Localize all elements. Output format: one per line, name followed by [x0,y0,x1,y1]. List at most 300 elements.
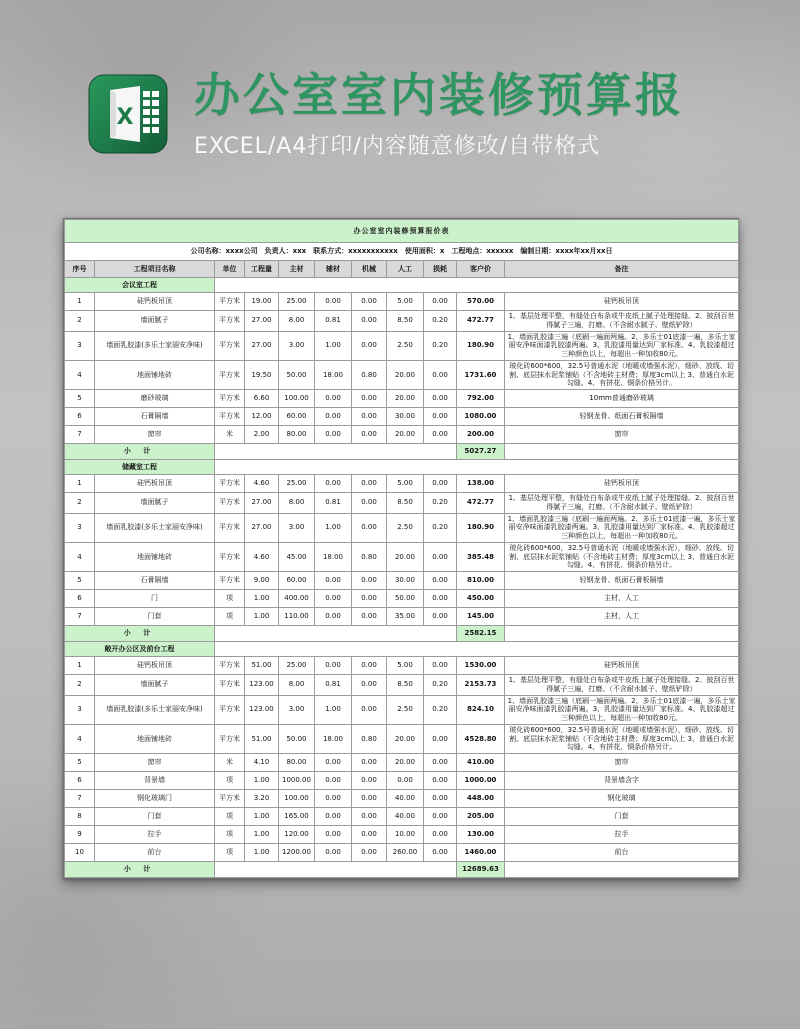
cell-labor: 2.50 [387,695,424,724]
cell-customer-price: 138.00 [457,475,505,493]
section-name: 敞开办公区及前台工程 [65,642,215,657]
cell-labor: 20.00 [387,754,424,772]
cell-machine: 0.00 [352,608,387,626]
cell-labor: 5.00 [387,657,424,675]
cell-no: 5 [65,572,95,590]
cell-qty: 1.00 [245,844,279,862]
cell-qty: 51.00 [245,724,279,753]
cell-unit: 平方米 [215,657,245,675]
cell-loss: 0.00 [424,826,457,844]
cell-unit: 平方米 [215,542,245,571]
cell-customer-price: 200.00 [457,426,505,444]
cell-unit: 平方米 [215,293,245,311]
cell-remark: 1、墙面乳胶漆三遍（底刷一遍面两遍。2、多乐士01底漆一遍，多乐士家丽安净味面漆乳胶漆两遍。3、乳胶漆用量达到厂家标准。4、乳胶漆超过三种颜色以上，每超出一种加收80元。 [505,331,739,360]
cell-name: 地面铺地砖 [95,542,215,571]
cell-unit: 项 [215,772,245,790]
cell-loss: 0.20 [424,695,457,724]
cell-loss: 0.00 [424,790,457,808]
cell-name: 墙面腻子 [95,311,215,332]
cell-loss: 0.00 [424,475,457,493]
cell-machine: 0.00 [352,390,387,408]
cell-unit: 平方米 [215,408,245,426]
cell-name: 墙面乳胶漆(多乐士家丽安净味) [95,695,215,724]
cell-no: 4 [65,360,95,389]
cell-loss: 0.00 [424,390,457,408]
cell-labor: 8.50 [387,311,424,332]
cell-remark: 轻钢龙骨、纸面石膏板隔墙 [505,408,739,426]
cell-customer-price: 1460.00 [457,844,505,862]
cell-qty: 1.00 [245,608,279,626]
cell-machine: 0.00 [352,331,387,360]
cell-labor: 20.00 [387,724,424,753]
cell-remark: 1、墙面乳胶漆三遍（底刷一遍面两遍。2、多乐士01底漆一遍，多乐士家丽安净味面漆乳胶漆两遍。3、乳胶漆用量达到厂家标准。4、乳胶漆超过三种颜色以上，每超出一种加收80元。 [505,513,739,542]
data-row [65,293,739,311]
cell-no: 10 [65,844,95,862]
cell-aux-material: 0.00 [315,572,352,590]
cell-loss: 0.00 [424,808,457,826]
cell-machine: 0.00 [352,844,387,862]
cell-customer-price: 448.00 [457,790,505,808]
cell-qty: 3.20 [245,790,279,808]
cell-labor: 30.00 [387,408,424,426]
cell-machine: 0.00 [352,475,387,493]
cell-loss: 0.20 [424,493,457,514]
cell-qty: 1.00 [245,590,279,608]
info-row [65,243,739,261]
cell-remark: 玻化砖600*600，32.5号普通水泥（地暖或墙强水泥），细砂、放线、切割、底层抹水泥浆铺贴（不含地砖主材费；厚度3cm以上 3、普通白水泥勾缝。4、有拼花、铜条价格另计。 [505,724,739,753]
cell-loss: 0.20 [424,675,457,696]
cell-no: 3 [65,513,95,542]
cell-main-material: 60.00 [279,572,315,590]
column-header: 客户价 [457,261,505,278]
cell-qty: 1.00 [245,772,279,790]
cell-aux-material: 1.00 [315,513,352,542]
data-row [65,826,739,844]
cell-unit: 平方米 [215,311,245,332]
cell-unit: 项 [215,608,245,626]
cell-customer-price: 810.00 [457,572,505,590]
cell-remark: 门套 [505,808,739,826]
section-filler [215,642,739,657]
data-row [65,390,739,408]
cell-labor: 260.00 [387,844,424,862]
data-row [65,513,739,542]
data-row [65,790,739,808]
cell-qty: 19.50 [245,360,279,389]
cell-customer-price: 1000.00 [457,772,505,790]
cell-labor: 35.00 [387,608,424,626]
cell-labor: 20.00 [387,390,424,408]
cell-main-material: 165.00 [279,808,315,826]
cell-name: 石膏隔墙 [95,572,215,590]
cell-main-material: 120.00 [279,826,315,844]
budget-table [64,219,739,878]
cell-main-material: 80.00 [279,426,315,444]
cell-name: 硅钙板吊顶 [95,475,215,493]
cell-labor: 8.50 [387,675,424,696]
cell-customer-price: 570.00 [457,293,505,311]
cell-aux-material: 0.00 [315,475,352,493]
cell-remark: 主材，人工 [505,608,739,626]
cell-aux-material: 0.81 [315,493,352,514]
cell-qty: 4.60 [245,542,279,571]
data-row [65,542,739,571]
cell-machine: 0.80 [352,360,387,389]
cell-qty: 4.10 [245,754,279,772]
cell-qty: 1.00 [245,808,279,826]
cell-aux-material: 1.00 [315,331,352,360]
cell-labor: 30.00 [387,572,424,590]
section-filler [215,460,739,475]
cell-main-material: 8.00 [279,675,315,696]
cell-name: 地面铺地砖 [95,724,215,753]
data-row [65,608,739,626]
cell-machine: 0.00 [352,826,387,844]
cell-loss: 0.00 [424,360,457,389]
data-row [65,360,739,389]
cell-main-material: 50.00 [279,360,315,389]
cell-no: 1 [65,657,95,675]
table-title-row [65,220,739,243]
cell-customer-price: 205.00 [457,808,505,826]
cell-qty: 27.00 [245,331,279,360]
cell-labor: 20.00 [387,426,424,444]
cell-labor: 0.00 [387,772,424,790]
column-header: 备注 [505,261,739,278]
cell-machine: 0.80 [352,542,387,571]
subtotal-remark [505,444,739,460]
excel-icon [88,74,168,154]
data-row [65,572,739,590]
cell-main-material: 50.00 [279,724,315,753]
subtotal-filler [215,626,457,642]
cell-customer-price: 180.90 [457,513,505,542]
cell-main-material: 400.00 [279,590,315,608]
cell-unit: 平方米 [215,695,245,724]
cell-loss: 0.00 [424,608,457,626]
data-row [65,844,739,862]
cell-aux-material: 0.00 [315,293,352,311]
subtotal-remark [505,862,739,878]
cell-machine: 0.00 [352,657,387,675]
cell-qty: 19.00 [245,293,279,311]
subtotal-filler [215,862,457,878]
cell-machine: 0.00 [352,754,387,772]
cell-unit: 项 [215,826,245,844]
cell-qty: 1.00 [245,826,279,844]
cell-qty: 123.00 [245,695,279,724]
cell-unit: 平方米 [215,475,245,493]
app-header [88,70,684,160]
cell-machine: 0.00 [352,408,387,426]
cell-main-material: 25.00 [279,657,315,675]
cell-no: 9 [65,826,95,844]
column-header: 序号 [65,261,95,278]
cell-qty: 123.00 [245,675,279,696]
cell-machine: 0.80 [352,724,387,753]
column-header: 工程项目名称 [95,261,215,278]
subtotal-filler [215,444,457,460]
cell-no: 3 [65,331,95,360]
section-filler [215,278,739,293]
cell-aux-material: 0.00 [315,790,352,808]
cell-customer-price: 450.00 [457,590,505,608]
subtotal-row [65,444,739,460]
cell-no: 6 [65,408,95,426]
data-row [65,331,739,360]
cell-unit: 项 [215,844,245,862]
cell-no: 7 [65,426,95,444]
cell-unit: 米 [215,426,245,444]
cell-name: 门套 [95,808,215,826]
cell-qty: 4.60 [245,475,279,493]
sheet-card [63,218,739,879]
cell-machine: 0.00 [352,695,387,724]
data-row [65,426,739,444]
cell-main-material: 110.00 [279,608,315,626]
cell-customer-price: 4528.80 [457,724,505,753]
cell-loss: 0.20 [424,331,457,360]
cell-name: 磨砂玻璃 [95,390,215,408]
cell-aux-material: 0.00 [315,408,352,426]
cell-unit: 平方米 [215,675,245,696]
cell-aux-material: 0.00 [315,608,352,626]
data-row [65,675,739,696]
cell-name: 硅钙板吊顶 [95,293,215,311]
cell-machine: 0.00 [352,293,387,311]
cell-customer-price: 1731.60 [457,360,505,389]
cell-customer-price: 180.90 [457,331,505,360]
cell-name: 窗帘 [95,426,215,444]
section-header-row [65,642,739,657]
subtotal-row [65,862,739,878]
cell-remark: 轻钢龙骨、纸面石膏板隔墙 [505,572,739,590]
cell-machine: 0.00 [352,311,387,332]
page-title: 办公室室内装修预算报 [194,68,684,122]
cell-name: 门套 [95,608,215,626]
cell-aux-material: 18.00 [315,724,352,753]
cell-loss: 0.00 [424,542,457,571]
cell-remark: 钢化玻璃 [505,790,739,808]
cell-main-material: 3.00 [279,695,315,724]
cell-labor: 40.00 [387,808,424,826]
data-row [65,475,739,493]
cell-main-material: 80.00 [279,754,315,772]
cell-loss: 0.00 [424,657,457,675]
cell-qty: 6.60 [245,390,279,408]
data-row [65,657,739,675]
column-header: 主材 [279,261,315,278]
cell-name: 背景墙 [95,772,215,790]
cell-name: 墙面乳胶漆(多乐士家丽安净味) [95,513,215,542]
cell-labor: 20.00 [387,360,424,389]
cell-aux-material: 0.00 [315,808,352,826]
cell-labor: 50.00 [387,590,424,608]
cell-customer-price: 130.00 [457,826,505,844]
cell-machine: 0.00 [352,426,387,444]
subtotal-label: 小 计 [65,626,215,642]
cell-aux-material: 18.00 [315,542,352,571]
cell-loss: 0.00 [424,426,457,444]
cell-customer-price: 2153.73 [457,675,505,696]
cell-no: 5 [65,390,95,408]
cell-remark: 背景墙含字 [505,772,739,790]
cell-name: 钢化玻璃门 [95,790,215,808]
cell-name: 墙面腻子 [95,675,215,696]
cell-unit: 米 [215,754,245,772]
cell-no: 4 [65,724,95,753]
table-title: 办公室室内装修预算报价表 [65,220,739,243]
cell-customer-price: 1080.00 [457,408,505,426]
data-row [65,695,739,724]
data-row [65,772,739,790]
cell-no: 4 [65,542,95,571]
cell-unit: 项 [215,590,245,608]
cell-name: 拉手 [95,826,215,844]
cell-remark: 玻化砖600*600，32.5号普通水泥（地暖或墙强水泥），细砂、放线、切割、底层抹水泥浆铺贴（不含地砖主材费；厚度3cm以上 3、普通白水泥勾缝。4、有拼花、铜条价格另计。 [505,360,739,389]
cell-remark: 硅钙板吊顶 [505,657,739,675]
cell-no: 5 [65,754,95,772]
cell-loss: 0.00 [424,590,457,608]
cell-no: 6 [65,590,95,608]
cell-no: 7 [65,608,95,626]
column-header: 工程量 [245,261,279,278]
cell-main-material: 100.00 [279,390,315,408]
cell-no: 2 [65,493,95,514]
cell-loss: 0.00 [424,408,457,426]
cell-loss: 0.00 [424,844,457,862]
cell-no: 8 [65,808,95,826]
cell-aux-material: 0.00 [315,826,352,844]
column-header: 单位 [215,261,245,278]
column-header: 辅材 [315,261,352,278]
cell-main-material: 100.00 [279,790,315,808]
cell-main-material: 60.00 [279,408,315,426]
cell-machine: 0.00 [352,572,387,590]
cell-qty: 12.00 [245,408,279,426]
section-name: 会议室工程 [65,278,215,293]
cell-unit: 平方米 [215,331,245,360]
cell-no: 1 [65,475,95,493]
cell-loss: 0.00 [424,572,457,590]
cell-machine: 0.00 [352,772,387,790]
cell-remark: 主材，人工 [505,590,739,608]
page-subtitle: EXCEL/A4打印/内容随意修改/自带格式 [194,133,601,159]
cell-unit: 项 [215,808,245,826]
cell-machine: 0.00 [352,808,387,826]
data-row [65,493,739,514]
cell-qty: 27.00 [245,311,279,332]
cell-aux-material: 1.00 [315,695,352,724]
cell-main-material: 25.00 [279,475,315,493]
cell-remark: 1、墙面乳胶漆三遍（底刷一遍面两遍。2、多乐士01底漆一遍，多乐士家丽安净味面漆乳胶漆两遍。3、乳胶漆用量达到厂家标准。4、乳胶漆超过三种颜色以上，每超出一种加收80元。 [505,695,739,724]
column-header: 机械 [352,261,387,278]
column-header: 人工 [387,261,424,278]
cell-labor: 2.50 [387,513,424,542]
data-row [65,408,739,426]
cell-unit: 平方米 [215,790,245,808]
data-row [65,590,739,608]
cell-loss: 0.20 [424,311,457,332]
cell-unit: 平方米 [215,493,245,514]
cell-name: 门 [95,590,215,608]
section-header-row [65,460,739,475]
cell-machine: 0.00 [352,675,387,696]
subtotal-value: 2582.15 [457,626,505,642]
section-name: 储藏室工程 [65,460,215,475]
cell-qty: 51.00 [245,657,279,675]
cell-remark: 玻化砖600*600，32.5号普通水泥（地暖或墙强水泥），细砂、放线、切割、底层抹水泥浆铺贴（不含地砖主材费；厚度3cm以上 3、普通白水泥勾缝。4、有拼花、铜条价格另计。 [505,542,739,571]
cell-loss: 0.00 [424,293,457,311]
cell-labor: 5.00 [387,475,424,493]
cell-remark: 1、基层处理平整，有缝处白布条或牛皮纸上腻子处理接缝。2、披刮百世得腻子三遍，打磨。（不含耐水腻子、壁纸铲除） [505,311,739,332]
cell-labor: 2.50 [387,331,424,360]
cell-remark: 硅钙板吊顶 [505,475,739,493]
cell-remark: 1、基层处理平整，有缝处白布条或牛皮纸上腻子处理接缝。2、披刮百世得腻子三遍，打磨。（不含耐水腻子、壁纸铲除） [505,675,739,696]
cell-aux-material: 0.00 [315,754,352,772]
cell-aux-material: 0.81 [315,675,352,696]
cell-main-material: 25.00 [279,293,315,311]
subtotal-value: 12689.63 [457,862,505,878]
cell-name: 窗帘 [95,754,215,772]
cell-no: 1 [65,293,95,311]
cell-unit: 平方米 [215,360,245,389]
cell-unit: 平方米 [215,513,245,542]
cell-labor: 40.00 [387,790,424,808]
cell-customer-price: 145.00 [457,608,505,626]
subtotal-value: 5027.27 [457,444,505,460]
cell-aux-material: 18.00 [315,360,352,389]
cell-main-material: 1000.00 [279,772,315,790]
cell-aux-material: 0.00 [315,590,352,608]
cell-main-material: 45.00 [279,542,315,571]
cell-remark: 拉手 [505,826,739,844]
cell-qty: 27.00 [245,493,279,514]
section-header-row [65,278,739,293]
cell-main-material: 3.00 [279,331,315,360]
subtotal-remark [505,626,739,642]
cell-remark: 前台 [505,844,739,862]
cell-customer-price: 410.00 [457,754,505,772]
cell-loss: 0.00 [424,724,457,753]
cell-labor: 10.00 [387,826,424,844]
cell-remark: 硅钙板吊顶 [505,293,739,311]
cell-main-material: 8.00 [279,493,315,514]
cell-name: 墙面乳胶漆(多乐士家丽安净味) [95,331,215,360]
cell-remark: 窗帘 [505,426,739,444]
cell-remark: 1、基层处理平整，有缝处白布条或牛皮纸上腻子处理接缝。2、披刮百世得腻子三遍，打磨。（不含耐水腻子、壁纸铲除） [505,493,739,514]
data-row [65,808,739,826]
cell-name: 硅钙板吊顶 [95,657,215,675]
cell-qty: 9.00 [245,572,279,590]
cell-machine: 0.00 [352,590,387,608]
cell-customer-price: 472.77 [457,311,505,332]
info-text: 公司名称：xxxx公司 负责人：xxx 联系方式：xxxxxxxxxxx 使用面积：x 工程地点：xxxxxx 编制日期：xxxx年xx月xx日 [65,243,739,261]
svg-text:X: X [116,105,134,130]
cell-main-material: 3.00 [279,513,315,542]
cell-customer-price: 792.00 [457,390,505,408]
cell-qty: 2.00 [245,426,279,444]
cell-no: 7 [65,790,95,808]
cell-remark: 窗帘 [505,754,739,772]
cell-aux-material: 0.00 [315,657,352,675]
cell-no: 6 [65,772,95,790]
cell-aux-material: 0.81 [315,311,352,332]
cell-unit: 平方米 [215,572,245,590]
data-row [65,311,739,332]
cell-labor: 20.00 [387,542,424,571]
cell-main-material: 8.00 [279,311,315,332]
